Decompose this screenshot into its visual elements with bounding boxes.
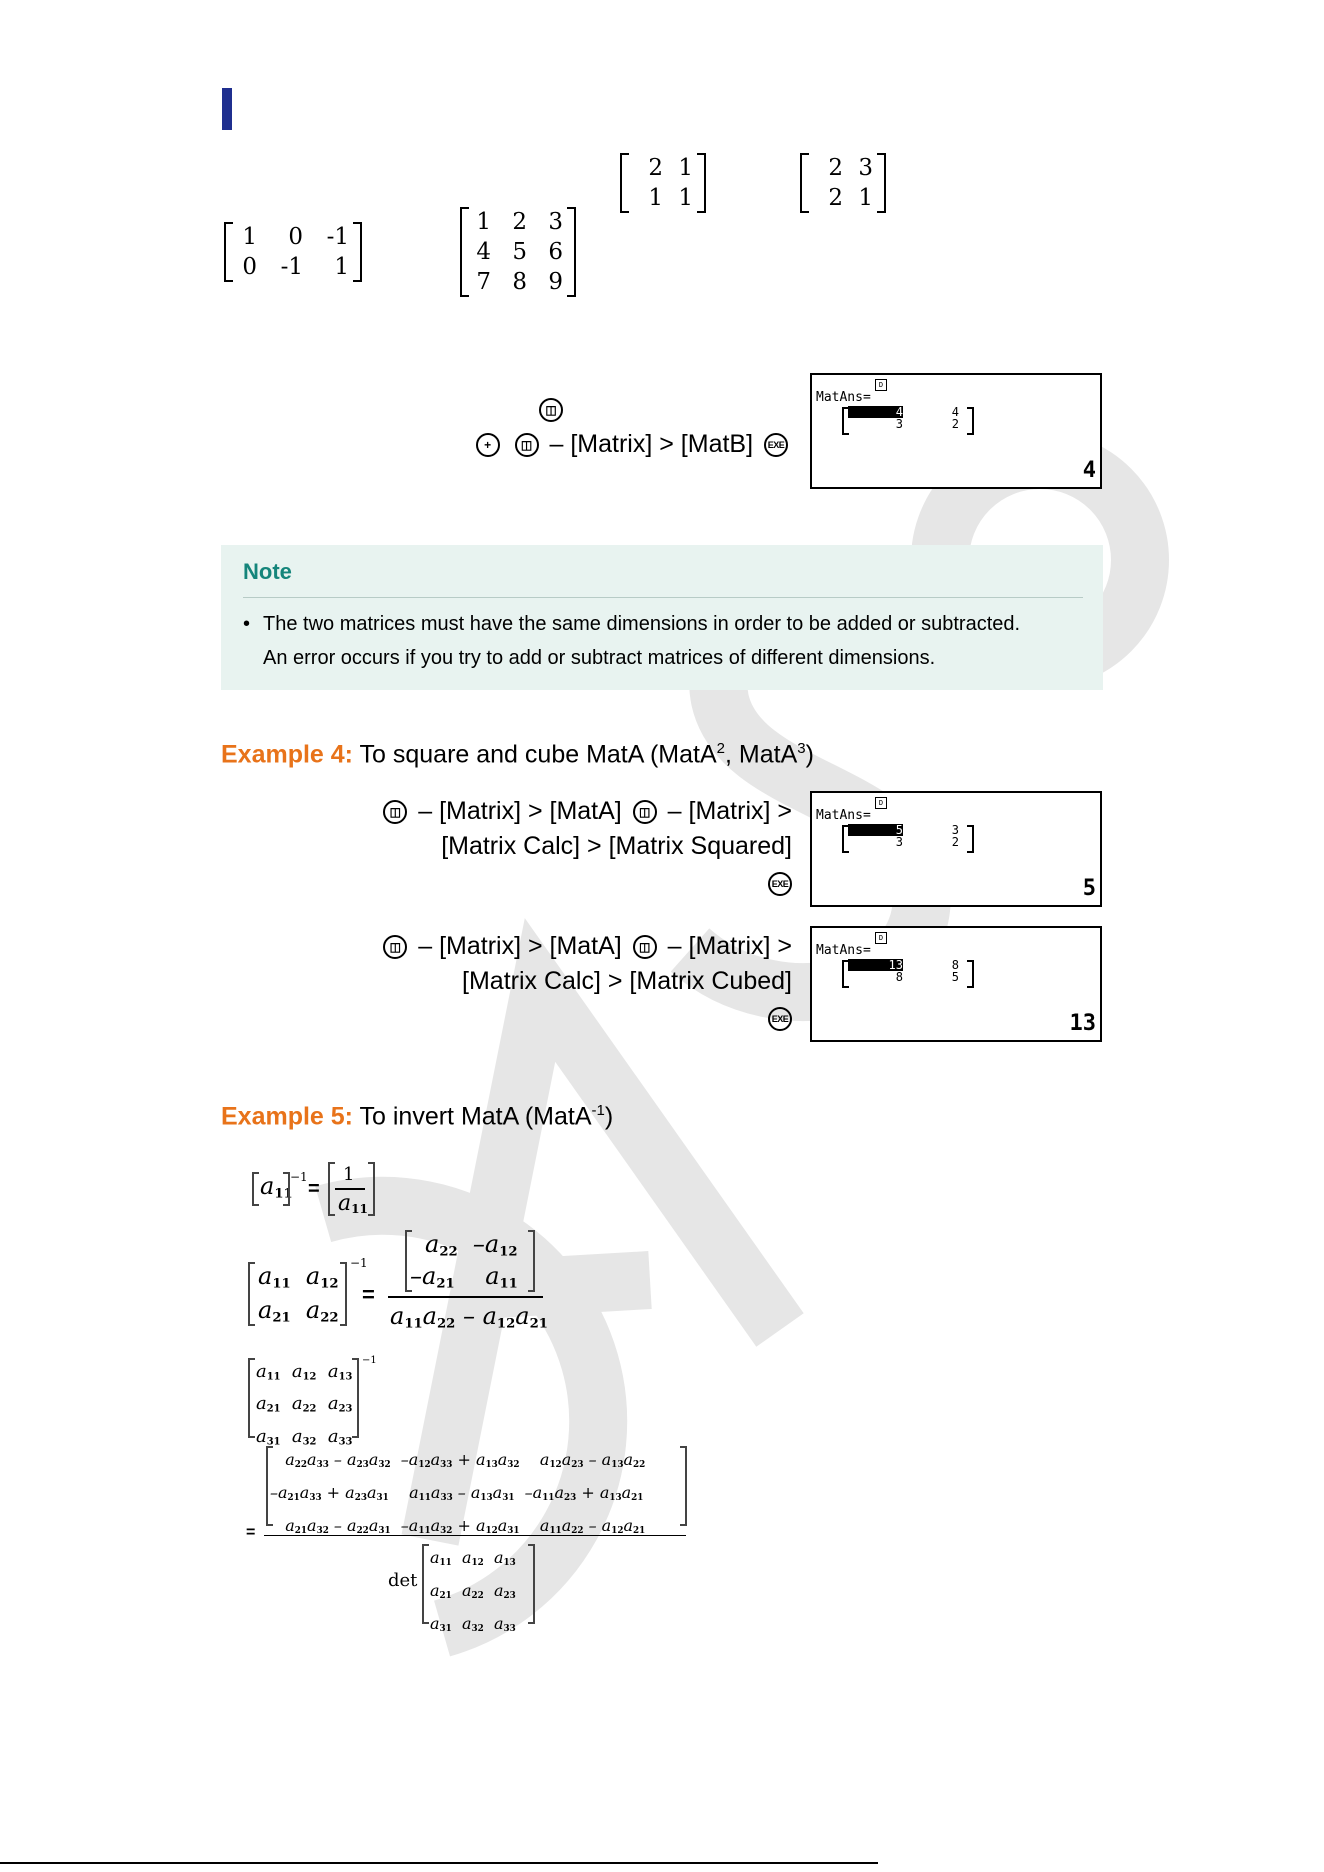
exe-key-icon[interactable]: EXE [764,433,788,457]
example5-heading: Example 5: To invert MatA (MatA$^{-1}$) [221,1102,614,1131]
exe-key-icon[interactable]: EXE [768,1007,792,1031]
calculator-screen-cubed: D MatAns= 13 8 8 5 13 [810,926,1102,1042]
matrix-m2: 2 3 2 1 [800,153,886,213]
matrix-m3: 1 0 -1 0 -1 1 [224,222,362,282]
example4-cubed-line2: [Matrix Calc] > [Matrix Cubed] [462,967,792,995]
catalog-key-icon[interactable]: ◫ [515,433,539,457]
note-line-1: The two matrices must have the same dimensions in order to be added or subtracted. [263,613,1021,635]
example4-squared-line2: [Matrix Calc] > [Matrix Squared] [441,832,792,860]
plus-key-icon[interactable]: + [476,433,500,457]
catalog-key[interactable] [539,398,563,422]
screen-label: MatAns= [816,390,871,405]
catalog-key-icon[interactable]: ◫ [633,935,657,959]
note-title: Note [243,559,292,584]
note-bullet: • [243,613,251,635]
calculator-screen-squared: D MatAns= 5 3 3 2 5 [810,791,1102,907]
note-divider [243,597,1083,598]
example4-heading: Example 4: To square and cube MatA (MatA$^2$, MatA$^3$) [221,740,814,769]
example4-squared-exe [768,869,792,898]
footer-rule [0,1862,878,1864]
screen-result: 4 [1082,458,1096,483]
example4-squared-line1: ◫ – [Matrix] > [MatA] ◫ – [Matrix] > [379,797,792,826]
note-box [221,545,1103,690]
exe-key-icon[interactable]: EXE [768,872,792,896]
degree-indicator: D [875,379,887,391]
catalog-key-icon[interactable]: ◫ [383,935,407,959]
catalog-key-icon[interactable]: ◫ [633,800,657,824]
note-line-2: An error occurs if you try to add or subtract matrices of different dimensions. [263,647,936,669]
catalog-key-icon[interactable]: ◫ [383,800,407,824]
example3-key-sequence: + ◫ – [Matrix] > [MatB] EXE [472,430,792,459]
catalog-key-icon: ◫ [539,398,563,422]
section-marker-bar [222,88,232,130]
matrix-m1: 2 1 1 1 [620,153,706,213]
example4-cubed-line1: ◫ – [Matrix] > [MatA] ◫ – [Matrix] > [379,932,792,961]
calculator-screen-example3: D MatAns= 4 4 3 2 4 [810,373,1102,489]
matrix-m4: 1 2 3 4 5 6 7 8 9 [460,207,576,297]
example4-cubed-exe [768,1004,792,1033]
